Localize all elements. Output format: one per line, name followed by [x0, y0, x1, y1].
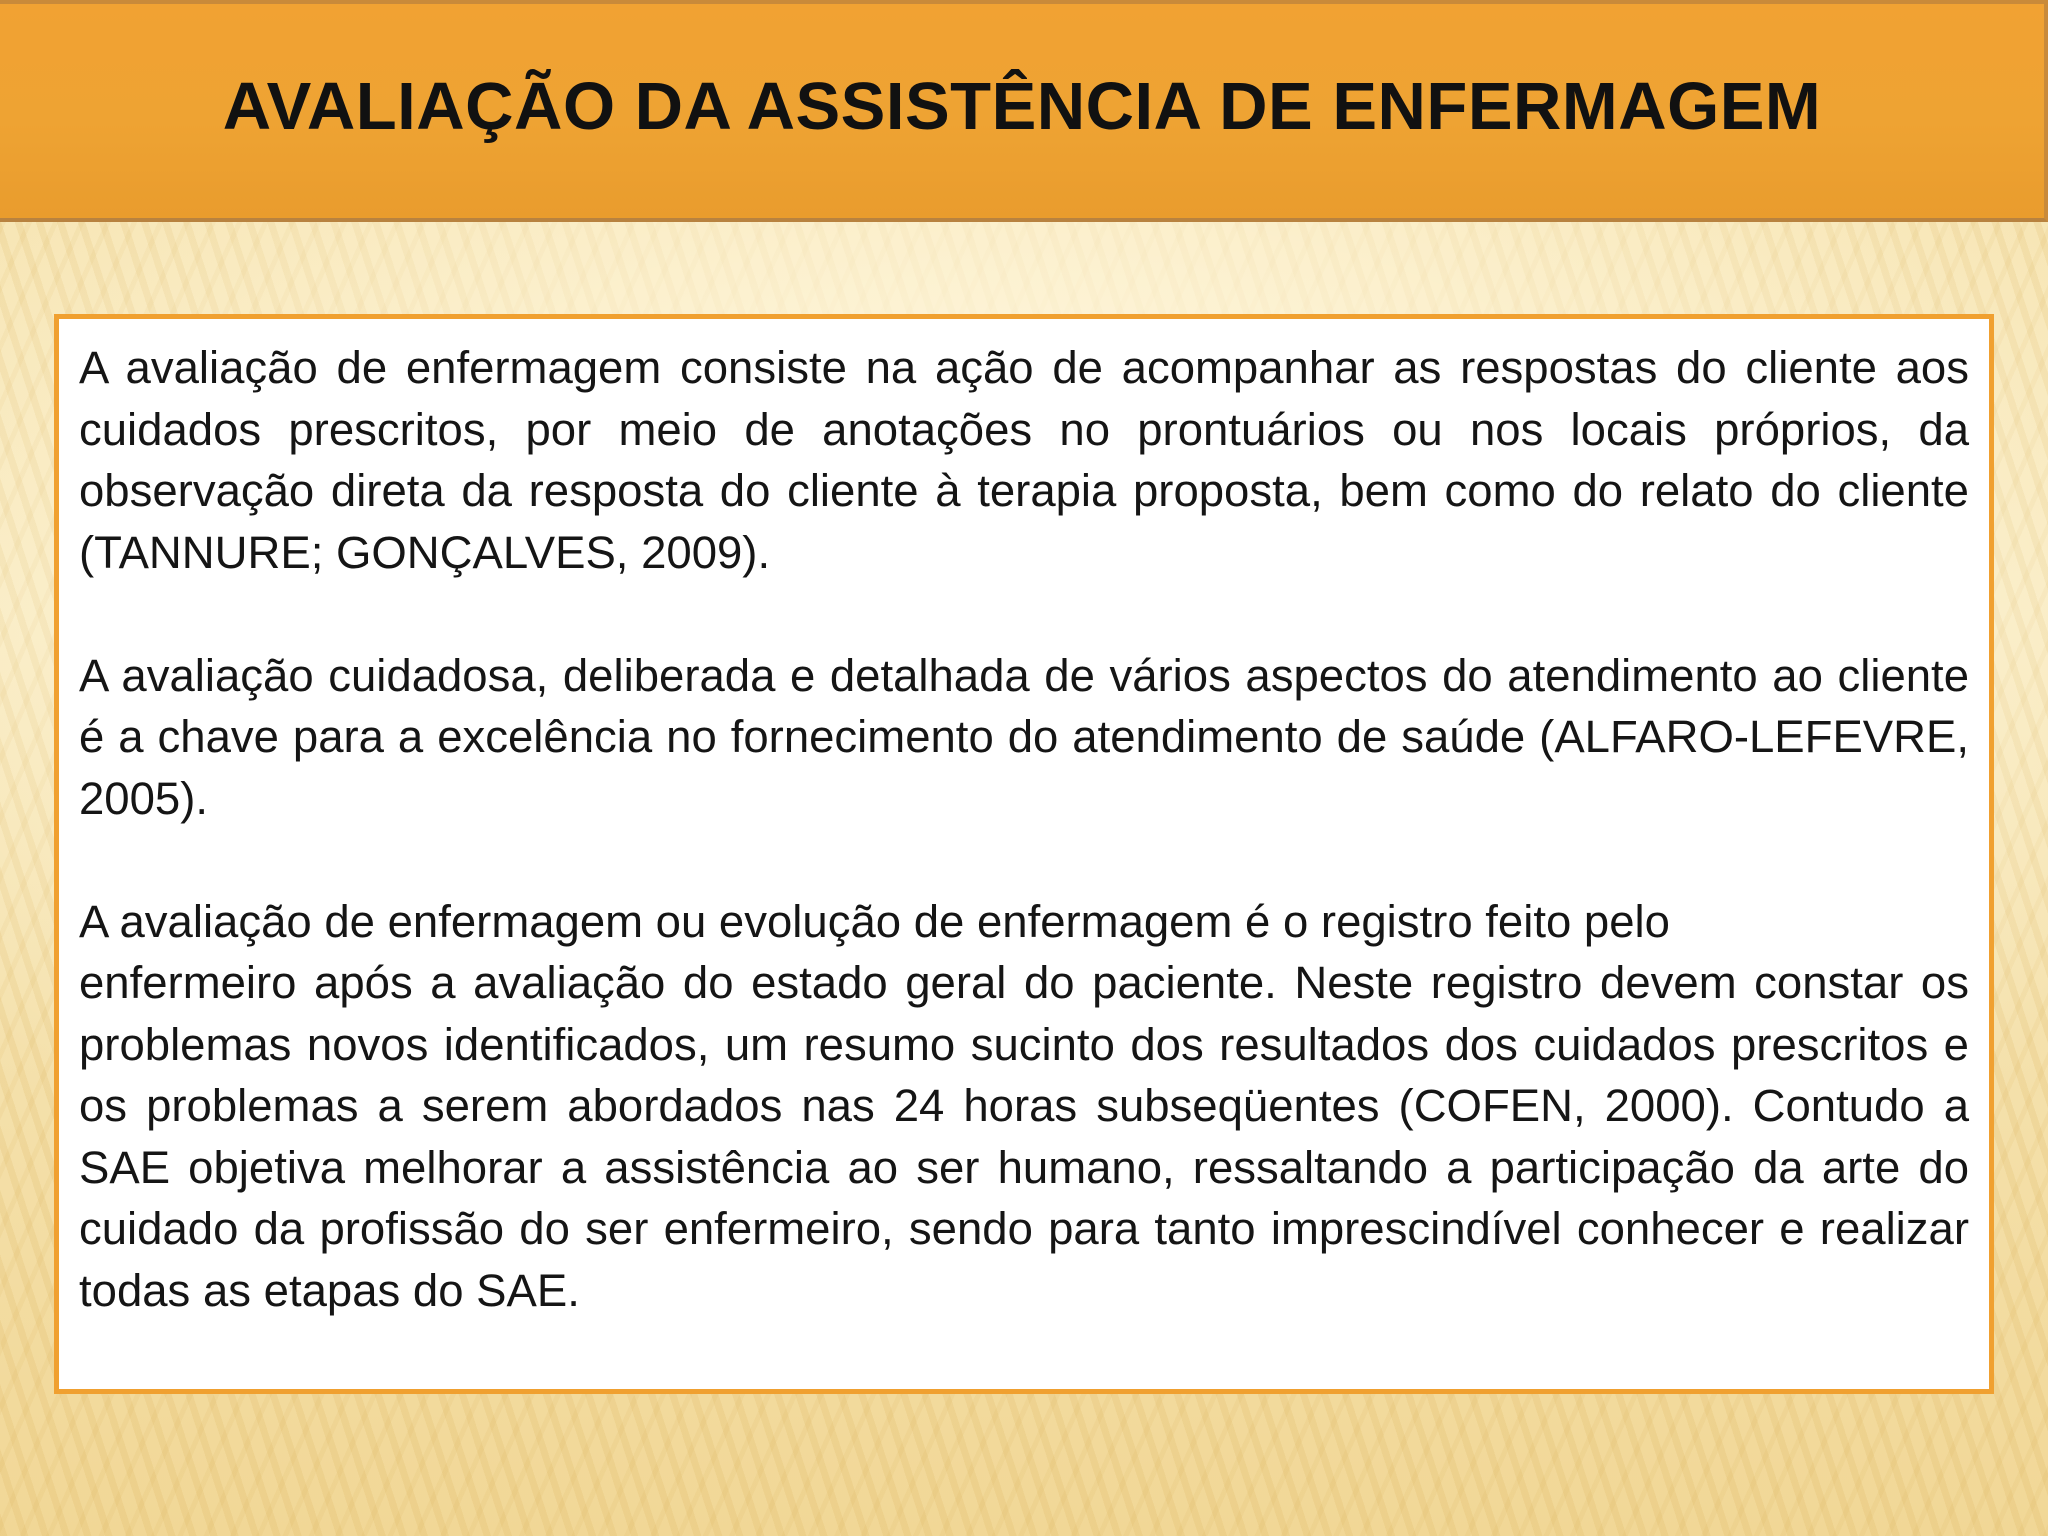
- slide-title: AVALIAÇÃO DA ASSISTÊNCIA DE ENFERMAGEM: [222, 68, 1822, 144]
- content-box: [54, 314, 1994, 1394]
- paragraph-3-first-line: A avaliação de enfermagem ou evolução de enfermagem é o registro feito pelo: [79, 895, 1670, 947]
- paragraph-2: A avaliação cuidadosa, deliberada e detalhada de vários aspectos do atendimento ao cliente é a chave para a excelência no fornecimento do atendimento de saúde (ALFARO-LEFEVRE, 2005).: [79, 649, 1969, 824]
- paragraph-3-body: enfermeiro após a avaliação do estado geral do paciente. Neste registro devem constar os problemas novos identificados, um resumo sucinto dos resultados dos cuidados prescritos e os problemas a serem abordados nas 24 horas subseqüentes (COFEN, 2000). Contudo a SAE objetiva melhorar a assistência ao ser humano, ressaltando a participação da arte do cuidado da profissão do ser enfermeiro, sendo para tanto imprescindível conhecer e realizar todas as etapas do SAE.: [79, 957, 1969, 1316]
- paragraph-3: [79, 891, 1969, 1322]
- paragraph-1: A avaliação de enfermagem consiste na ação de acompanhar as respostas do cliente aos cuidados prescritos, por meio de anotações no prontuários ou nos locais próprios, da observação direta da resposta do cliente à terapia proposta, bem como do relato do cliente (TANNURE; GONÇALVES, 2009).: [79, 342, 1969, 578]
- title-bar: [0, 0, 2048, 222]
